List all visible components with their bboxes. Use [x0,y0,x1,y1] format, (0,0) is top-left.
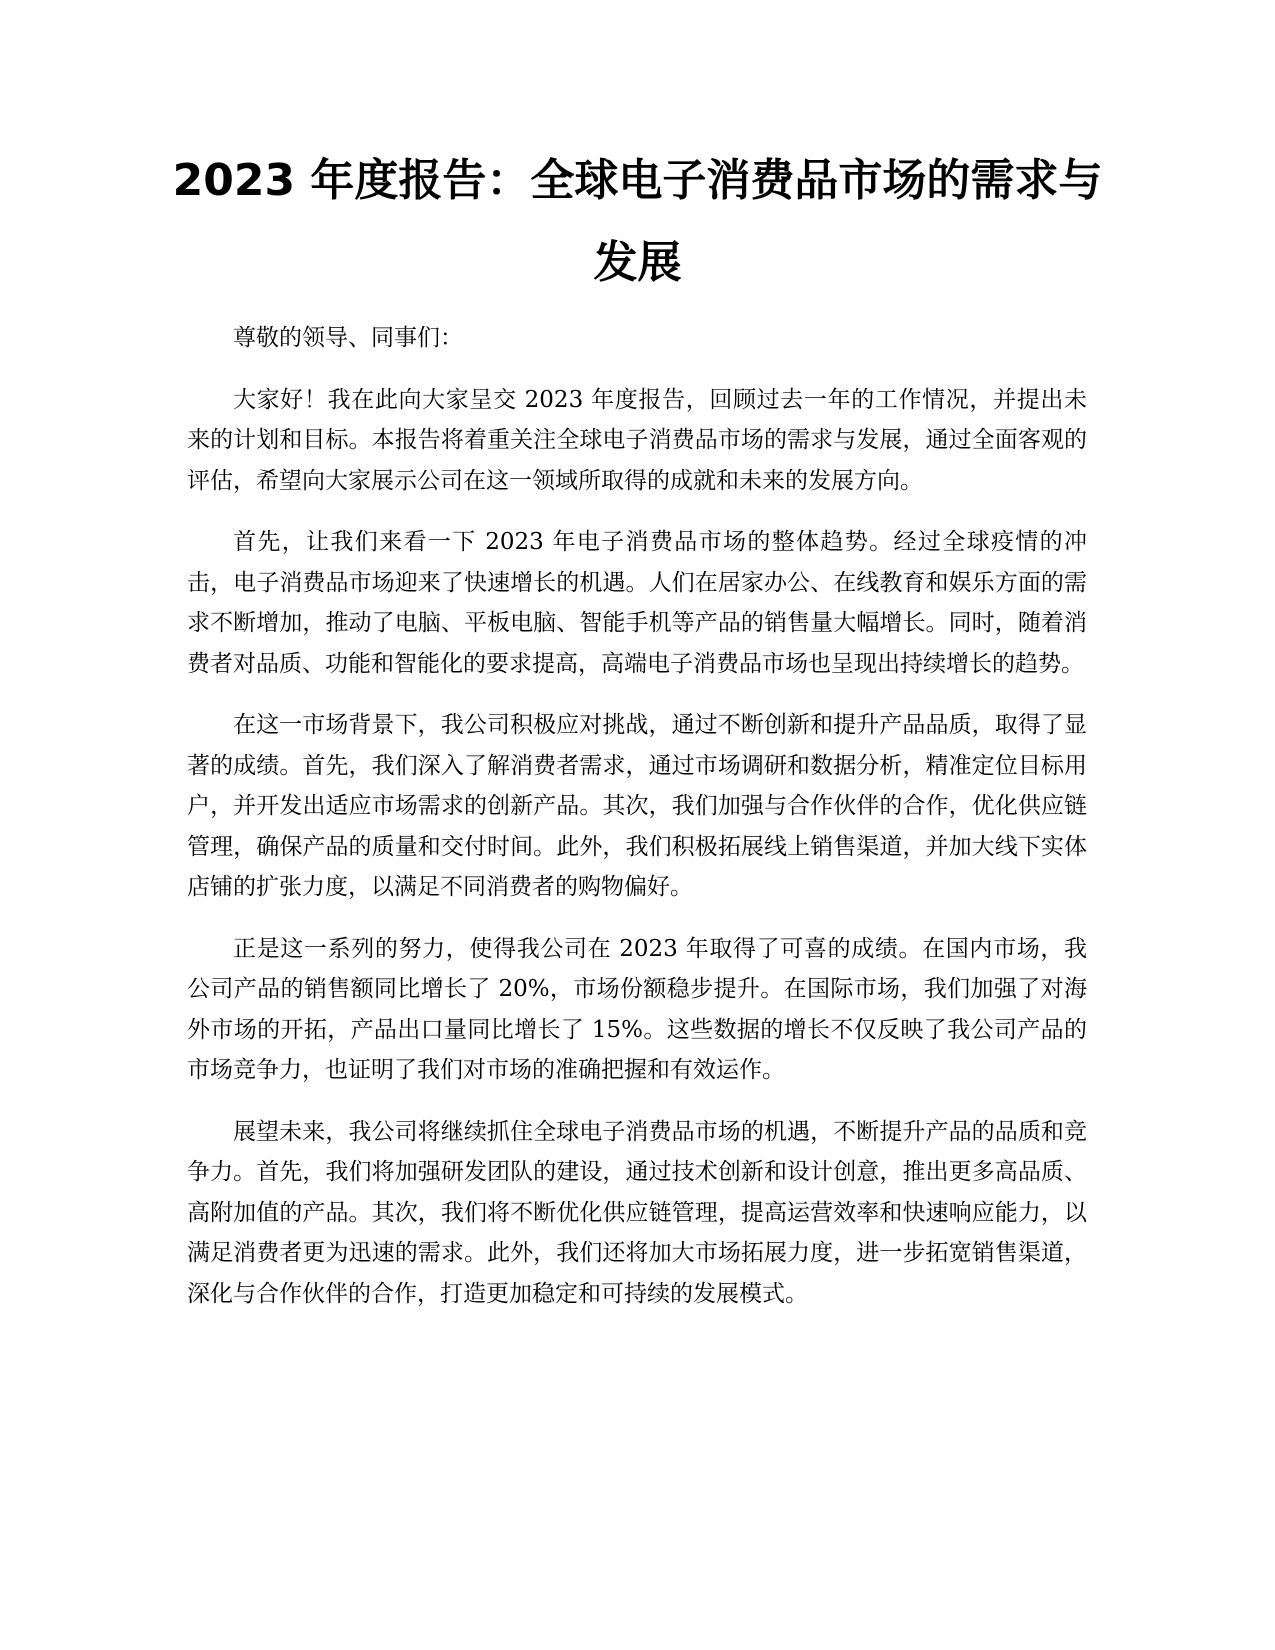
salutation-paragraph: 尊敬的领导、同事们： [233,325,463,351]
company-response-paragraph: 在这一市场背景下，我公司积极应对挑战，通过不断创新和提升产品品质，取得了显著的成绩。首先，我们深入了解消费者需求，通过市场调研和数据分析，精准定位目标用户，并开发出适应市场需求的创新产品。其次，我们加强与合作伙伴的合作，优化供应链管理，确保产品的质量和交付时间。此外，我们积极拓展线上销售渠道，并加大线下实体店铺的扩张力度，以满足不同消费者的购物偏好。 [187,712,1087,900]
document-body [187,318,1087,1335]
market-trend-paragraph: 首先，让我们来看一下 2023 年电子消费品市场的整体趋势。经过全球疫情的冲击，电子消费品市场迎来了快速增长的机遇。人们在居家办公、在线教育和娱乐方面的需求不断增加，推动了电脑、平板电脑、智能手机等产品的销售量大幅增长。同时，随着消费者对品质、功能和智能化的要求提高，高端电子消费品市场也呈现出持续增长的趋势。 [187,529,1087,677]
results-paragraph: 正是这一系列的努力，使得我公司在 2023 年取得了可喜的成绩。在国内市场，我公司产品的销售额同比增长了 20%，市场份额稳步提升。在国际市场，我们加强了对海外市场的开拓，产品出口量同比增长了 15%。这些数据的增长不仅反映了我公司产品的市场竞争力，也证明了我们对市场的准确把握和有效运作。 [187,935,1087,1083]
document-title: 2023 年度报告：全球电子消费品市场的需求与发展 [172,155,1103,288]
intro-paragraph: 大家好！我在此向大家呈交 2023 年度报告，回顾过去一年的工作情况，并提出未来的计划和目标。本报告将着重关注全球电子消费品市场的需求与发展，通过全面客观的评估，希望向大家展示公司在这一领域所取得的成就和未来的发展方向。 [187,386,1087,494]
outlook-paragraph: 展望未来，我公司将继续抓住全球电子消费品市场的机遇，不断提升产品的品质和竞争力。首先，我们将加强研发团队的建设，通过技术创新和设计创意，推出更多高品质、高附加值的产品。其次，我们将不断优化供应链管理，提高运营效率和快速响应能力，以满足消费者更为迅速的需求。此外，我们还将加大市场拓展力度，进一步拓宽销售渠道，深化与合作伙伴的合作，打造更加稳定和可持续的发展模式。 [187,1118,1087,1307]
